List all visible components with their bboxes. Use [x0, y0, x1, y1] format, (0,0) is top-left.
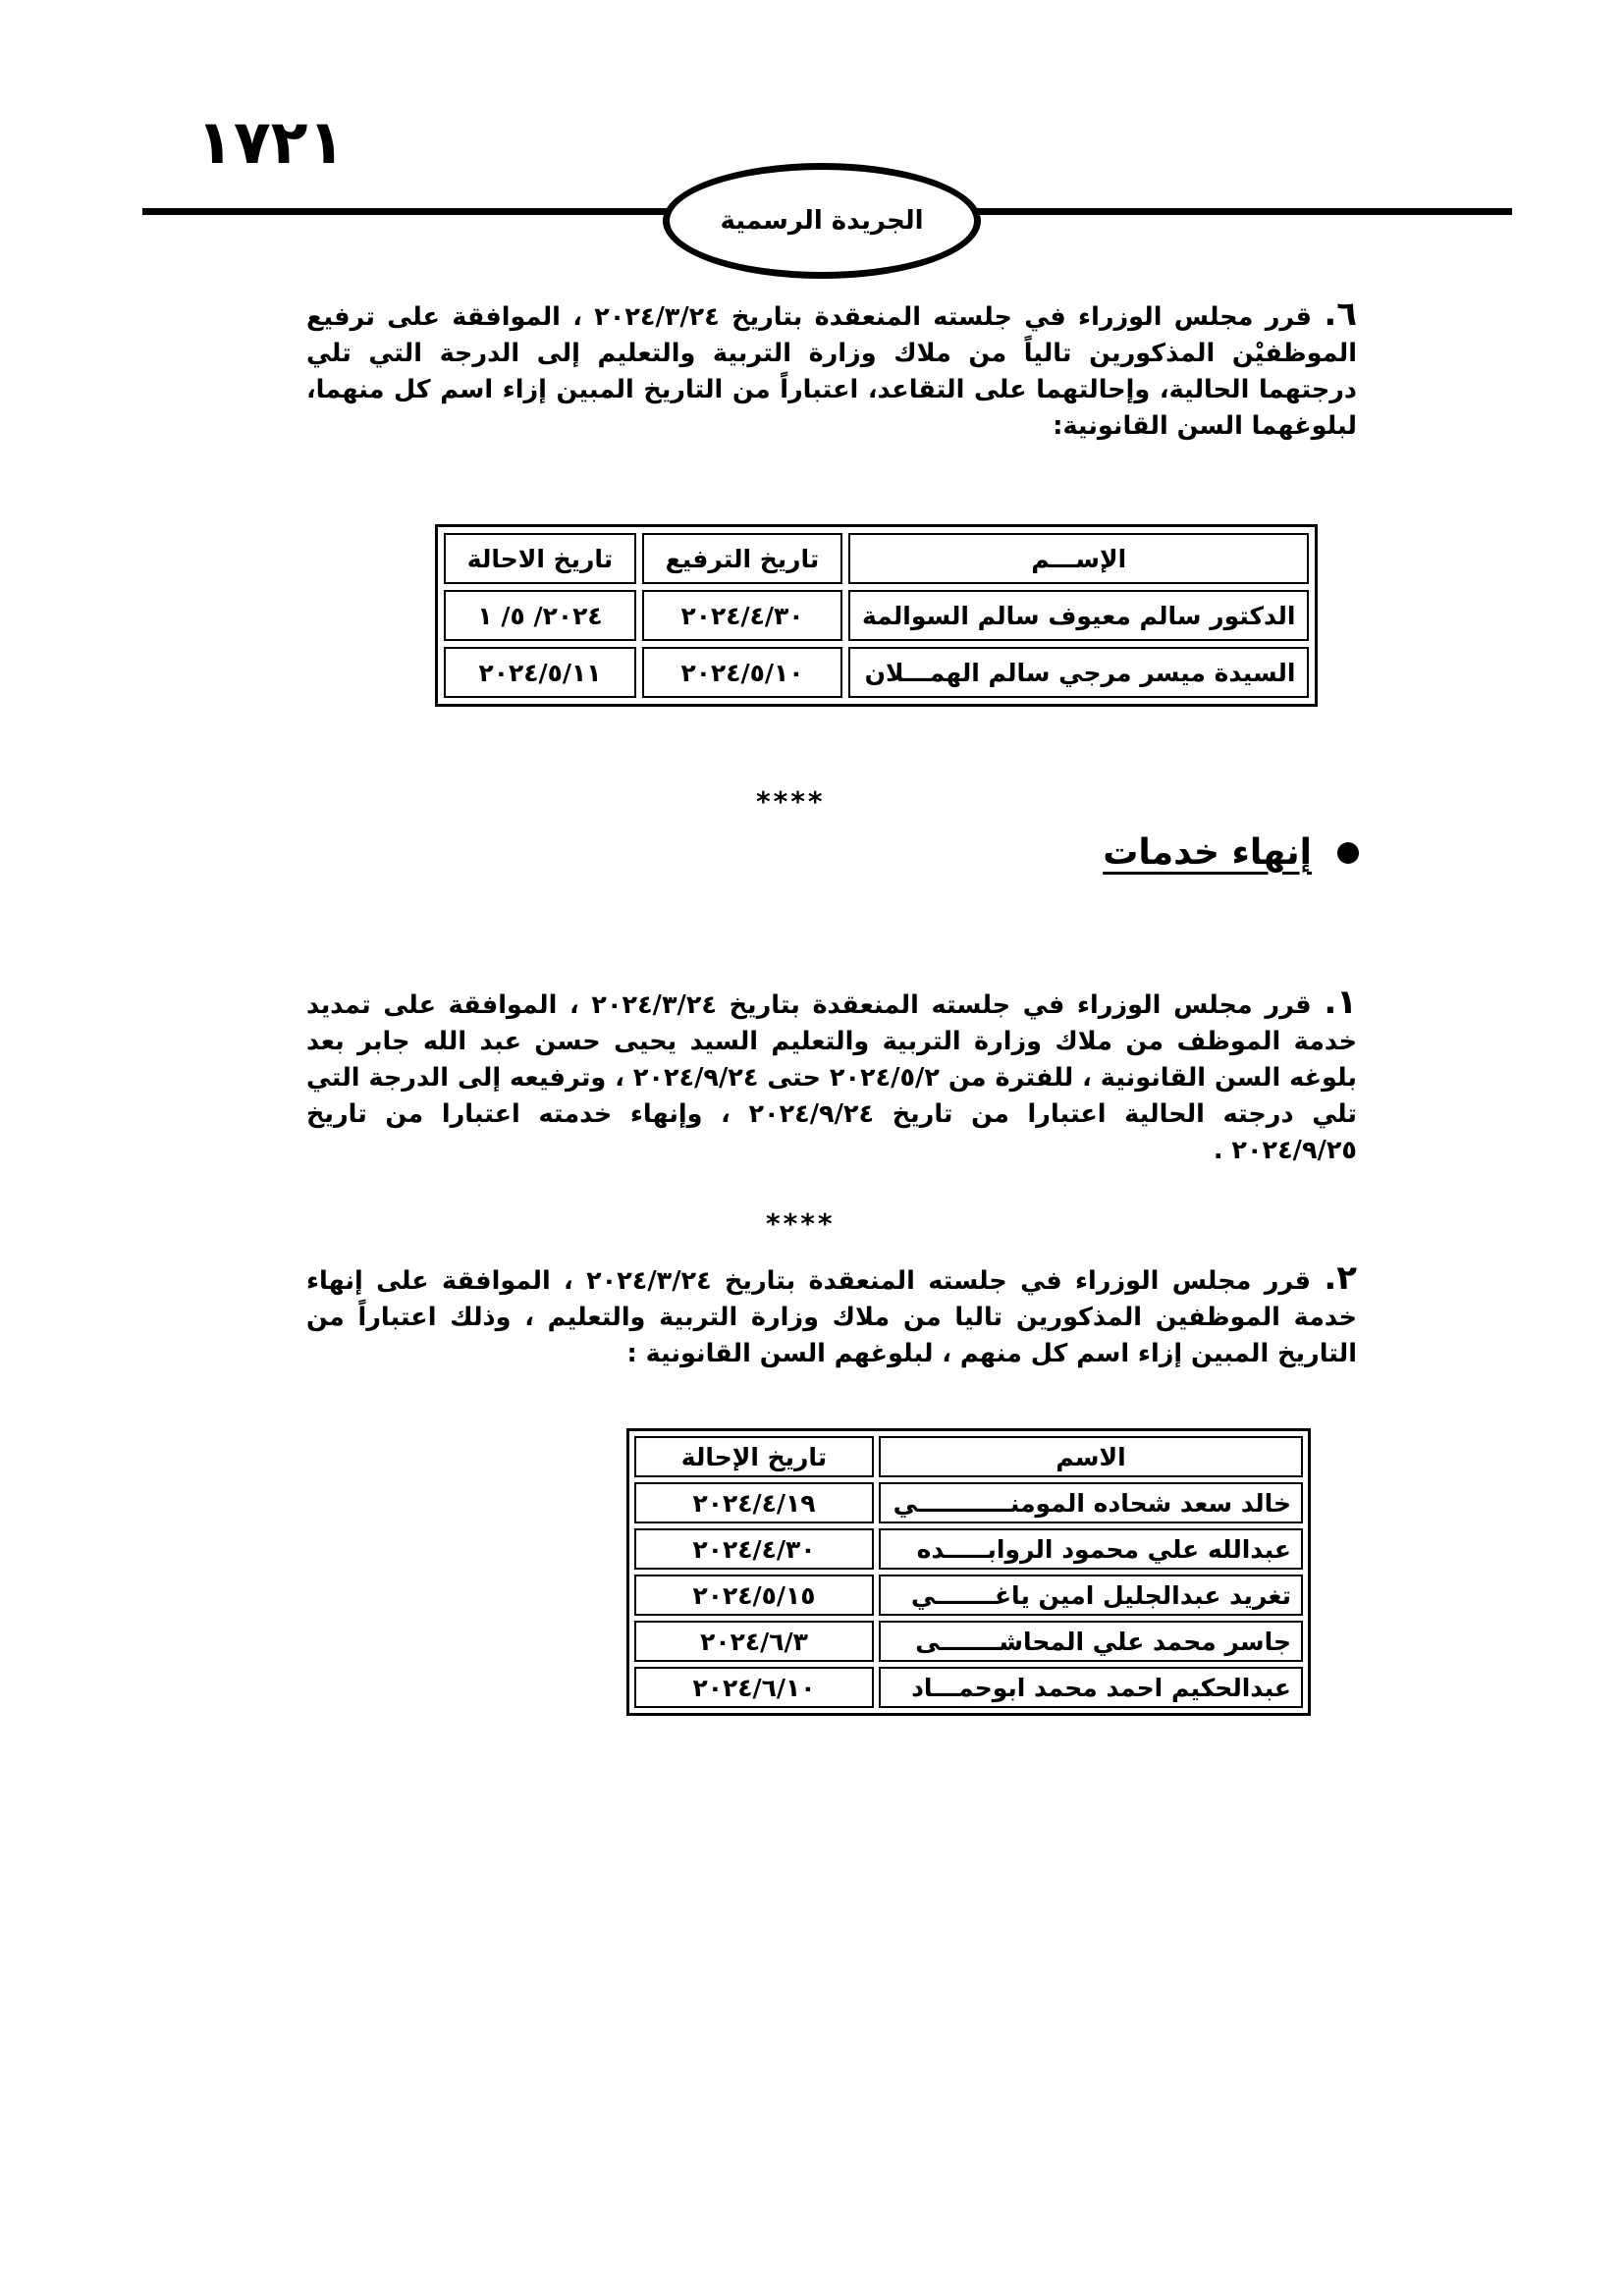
cell-retirement-date: ٢٠٢٤/٥/١٥ — [634, 1575, 874, 1616]
separator-stars: **** — [756, 785, 826, 818]
item-2 — [306, 1260, 1357, 1372]
item-2-number: ٢. — [1324, 1258, 1357, 1298]
item-2-text: قرر مجلس الوزراء في جلسته المنعقدة بتاريخ ٢٠٢٤/٣/٢٤ ، الموافقة على إنهاء خدمة الموظفين المذكورين تاليا من ملاك وزارة التربية والتعليم ، وذلك اعتباراً من التاريخ المبين إزاء اسم كل منهم ، لبلوغهم السن القانونية : — [306, 1266, 1357, 1368]
table-row — [634, 1575, 1303, 1616]
item-1-number: ١. — [1324, 983, 1357, 1022]
item-1-text: قرر مجلس الوزراء في جلسته المنعقدة بتاريخ ٢٠٢٤/٣/٢٤ ، الموافقة على تمديد خدمة الموظف من ملاك وزارة التربية والتعليم السيد يحيى حسن عبد الله جابر بعد بلوغه السن القانونية ، للفترة من ٢٠٢٤/٥/٢ حتى ٢٠٢٤/٩/٢٤ ، وترفيعه إلى الدرجة التي تلي درجته الحالية اعتبارا من تاريخ ٢٠٢٤/٩/٢٤ ، وإنهاء خدمته اعتبارا من تاريخ ٢٠٢٤/٩/٢٥ . — [306, 990, 1357, 1165]
bullet-icon — [1337, 842, 1359, 864]
cell-promotion-date: ٢٠٢٤/٤/٣٠ — [642, 590, 842, 641]
column-header-retirement-date: تاريخ الإحالة — [634, 1436, 874, 1477]
cell-name: خالد سعد شحاده المومنـــــــــــي — [879, 1482, 1303, 1523]
table-row — [634, 1528, 1303, 1570]
cell-retirement-date: ٢٠٢٤/٥/١١ — [444, 647, 636, 698]
item-1 — [306, 985, 1357, 1169]
masthead-oval — [663, 163, 981, 279]
section-title: إنهاء خدمات — [1103, 832, 1312, 873]
cell-name: جاسر محمد علي المحاشـــــــى — [879, 1621, 1303, 1662]
section-heading — [1103, 832, 1359, 873]
cell-retirement-date: ٢٠٢٤/٤/٣٠ — [634, 1528, 874, 1570]
cell-promotion-date: ٢٠٢٤/٥/١٠ — [642, 647, 842, 698]
cell-name: الدكتور سالم معيوف سالم السوالمة — [848, 590, 1309, 641]
cell-retirement-date: ٢٠٢٤/٦/٣ — [634, 1621, 874, 1662]
cell-retirement-date: ٢٠٢٤/ ٥/ ١ — [444, 590, 636, 641]
table-row — [634, 1482, 1303, 1523]
table-row — [444, 590, 1309, 641]
cell-name: عبدالله علي محمود الروابـــــده — [879, 1528, 1303, 1570]
gazette-title: الجريدة الرسمية — [720, 206, 924, 236]
item-6-text: قرر مجلس الوزراء في جلسته المنعقدة بتاريخ ٢٠٢٤/٣/٢٤ ، الموافقة على ترفيع الموظفيْن المذكورين تالياً من ملاك وزارة التربية والتعليم إلى الدرجة التي تلي درجتهما الحالية، وإحالتهما على التقاعد، اعتباراً من التاريخ المبين إزاء اسم كل منهما، لبلوغهما السن القانونية: — [306, 302, 1357, 441]
promotion-retirement-table — [435, 524, 1318, 707]
table-row — [444, 647, 1309, 698]
column-header-retirement-date: تاريخ الاحالة — [444, 533, 636, 584]
separator-stars: **** — [766, 1207, 836, 1240]
cell-name: تغريد عبدالجليل امين ياغـــــــي — [879, 1575, 1303, 1616]
column-header-promotion-date: تاريخ الترفيع — [642, 533, 842, 584]
cell-retirement-date: ٢٠٢٤/٦/١٠ — [634, 1667, 874, 1708]
column-header-name: الإســـم — [848, 533, 1309, 584]
table-row — [634, 1621, 1303, 1662]
retirement-table — [626, 1428, 1311, 1716]
page-number: ١٧٢١ — [196, 106, 346, 178]
table-header-row — [444, 533, 1309, 584]
table-row — [634, 1667, 1303, 1708]
cell-retirement-date: ٢٠٢٤/٤/١٩ — [634, 1482, 874, 1523]
item-6-number: ٦. — [1324, 294, 1357, 334]
column-header-name: الاسم — [879, 1436, 1303, 1477]
cell-name: عبدالحكيم احمد محمد ابوحمـــاد — [879, 1667, 1303, 1708]
cell-name: السيدة ميسر مرجي سالم الهمـــلان — [848, 647, 1309, 698]
item-6 — [306, 296, 1357, 445]
table-header-row — [634, 1436, 1303, 1477]
